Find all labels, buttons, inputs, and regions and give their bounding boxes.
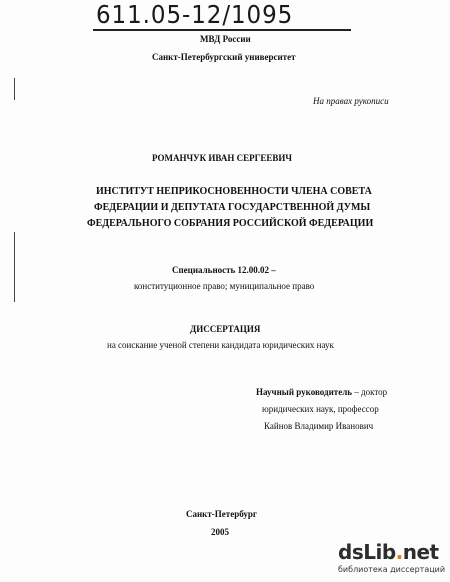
supervisor-degree: – доктор <box>352 387 388 397</box>
title-line-1: ИНСТИТУТ НЕПРИКОСНОВЕННОСТИ ЧЛЕНА СОВЕТА <box>96 186 372 197</box>
supervisor-label: Научный руководитель <box>256 387 352 397</box>
stamp-underline <box>93 29 351 31</box>
rights-notice: На правах рукописи <box>313 96 389 106</box>
dslib-logo <box>338 540 439 564</box>
specialty-description: конституционное право; муниципальное право <box>134 281 315 291</box>
margin-bracket-middle <box>14 232 19 302</box>
year: 2005 <box>211 527 229 537</box>
dissertation-description: на соискание ученой степени кандидата юридических наук <box>107 340 334 350</box>
dslib-watermark <box>338 540 450 582</box>
handwritten-catalog-stamp: 611.05-12/1095 <box>96 0 294 29</box>
author-name: РОМАНЧУК ИВАН СЕРГЕЕВИЧ <box>152 153 292 163</box>
university-name: Санкт-Петербургский университет <box>152 52 296 62</box>
logo-dot: . <box>395 540 403 564</box>
ministry-name: МВД России <box>200 34 251 44</box>
supervisor-line-2: юридических наук, профессор <box>262 404 379 414</box>
supervisor-line-1 <box>256 387 387 397</box>
title-line-3: ФЕДЕРАЛЬНОГО СОБРАНИЯ РОССИЙСКОЙ ФЕДЕРАЦИИ <box>87 218 374 229</box>
city: Санкт-Петербург <box>186 509 257 519</box>
logo-tld: net <box>402 540 439 564</box>
supervisor-name: Кайнов Владимир Иванович <box>264 421 374 431</box>
dissertation-label: ДИССЕРТАЦИЯ <box>190 324 261 334</box>
logo-main-text: dsLib <box>338 540 396 564</box>
margin-bracket-top <box>14 78 19 100</box>
specialty-label: Специальность 12.00.02 – <box>172 265 276 275</box>
watermark-subtitle: библиотека диссертаций <box>338 565 446 574</box>
title-line-2: ФЕДЕРАЦИИ И ДЕПУТАТА ГОСУДАРСТВЕННОЙ ДУМЫ <box>94 202 371 213</box>
